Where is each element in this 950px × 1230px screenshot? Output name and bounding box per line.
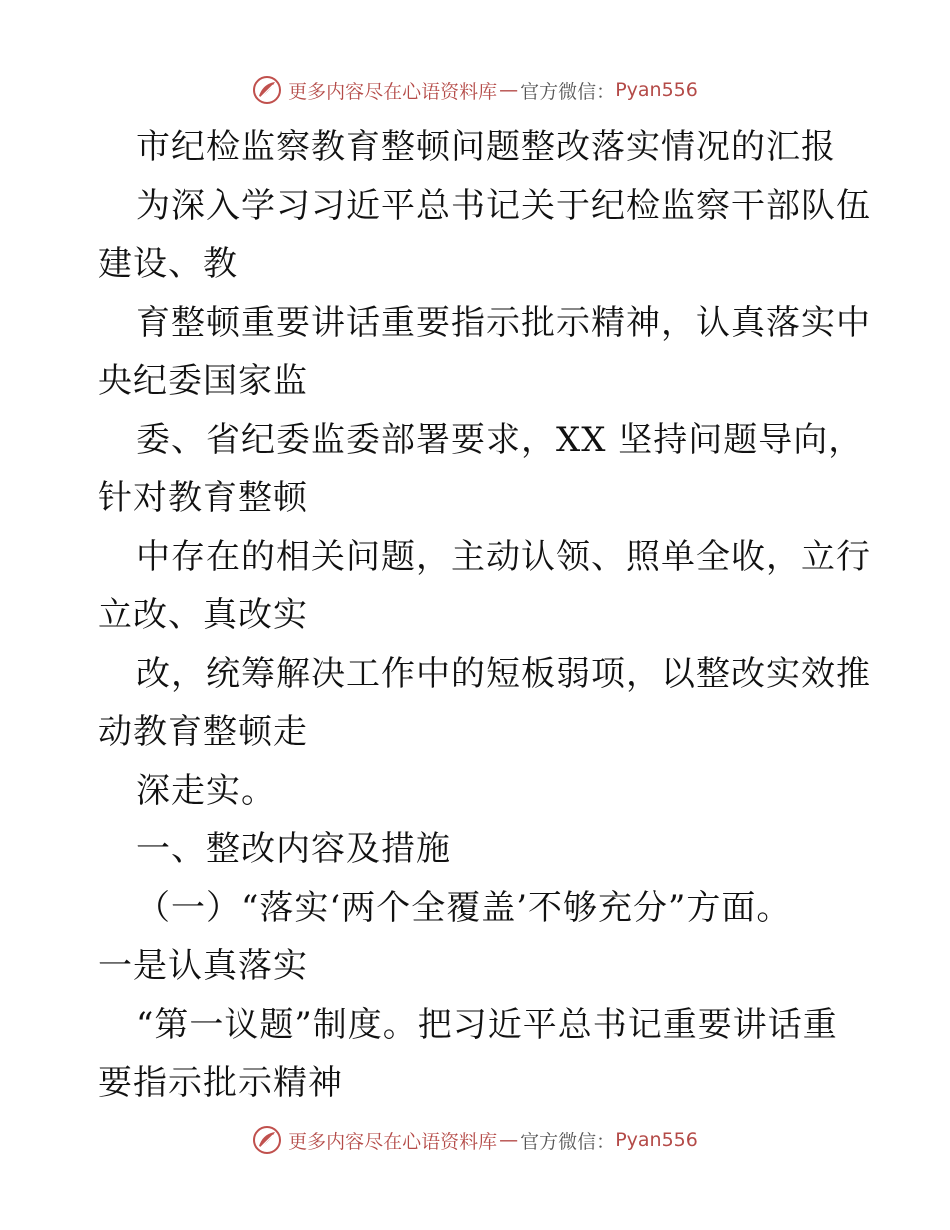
header-banner — [0, 70, 950, 110]
banner-text: 更多内容尽在心语资料库 — [288, 80, 498, 103]
subsection-heading: （一）“落实‘两个全覆盖’不够充分”方面。 — [136, 887, 792, 928]
document-title: 市纪检监察教育整顿问题整改落实情况的汇报 — [136, 127, 836, 167]
paragraph-line: 为深入学习习近平总书记关于纪检监察干部队伍 — [136, 185, 871, 226]
paragraph-line: “第一议题”制度。把习近平总书记重要讲话重 — [136, 1004, 838, 1045]
footer-banner — [0, 1120, 950, 1160]
paragraph-line: 针对教育整顿 — [98, 478, 308, 518]
wechat-label: 官方微信： — [520, 1130, 616, 1153]
wechat-id: Pyan556 — [615, 79, 698, 101]
wechat-id: Pyan556 — [615, 1129, 698, 1151]
banner-text: 更多内容尽在心语资料库 — [288, 1130, 498, 1153]
logo-icon — [252, 1125, 282, 1155]
paragraph-line: 育整顿重要讲话重要指示批示精神，认真落实中 — [136, 302, 871, 343]
document-body — [98, 118, 871, 1113]
paragraph-line: 建设、教 — [98, 244, 238, 284]
banner-dash: — — [499, 1129, 519, 1151]
paragraph-line: 中存在的相关问题，主动认领、照单全收，立行 — [136, 536, 871, 577]
paragraph-line: 深走实。 — [136, 770, 276, 811]
paragraph-line: 立改、真改实 — [98, 595, 308, 635]
section-heading: 一、整改内容及措施 — [136, 829, 451, 869]
paragraph-line: 一是认真落实 — [98, 946, 308, 986]
banner-dash: — — [499, 79, 519, 101]
wechat-label: 官方微信： — [520, 80, 616, 103]
paragraph-line: 动教育整顿走 — [98, 712, 308, 752]
paragraph-line: 要指示批示精神 — [98, 1063, 343, 1103]
logo-icon — [252, 75, 282, 105]
paragraph-line: 央纪委国家监 — [98, 361, 308, 401]
paragraph-line: 委、省纪委监委部署要求，XX 坚持问题导向， — [136, 419, 864, 460]
paragraph-line: 改，统筹解决工作中的短板弱项，以整改实效推 — [136, 653, 871, 694]
